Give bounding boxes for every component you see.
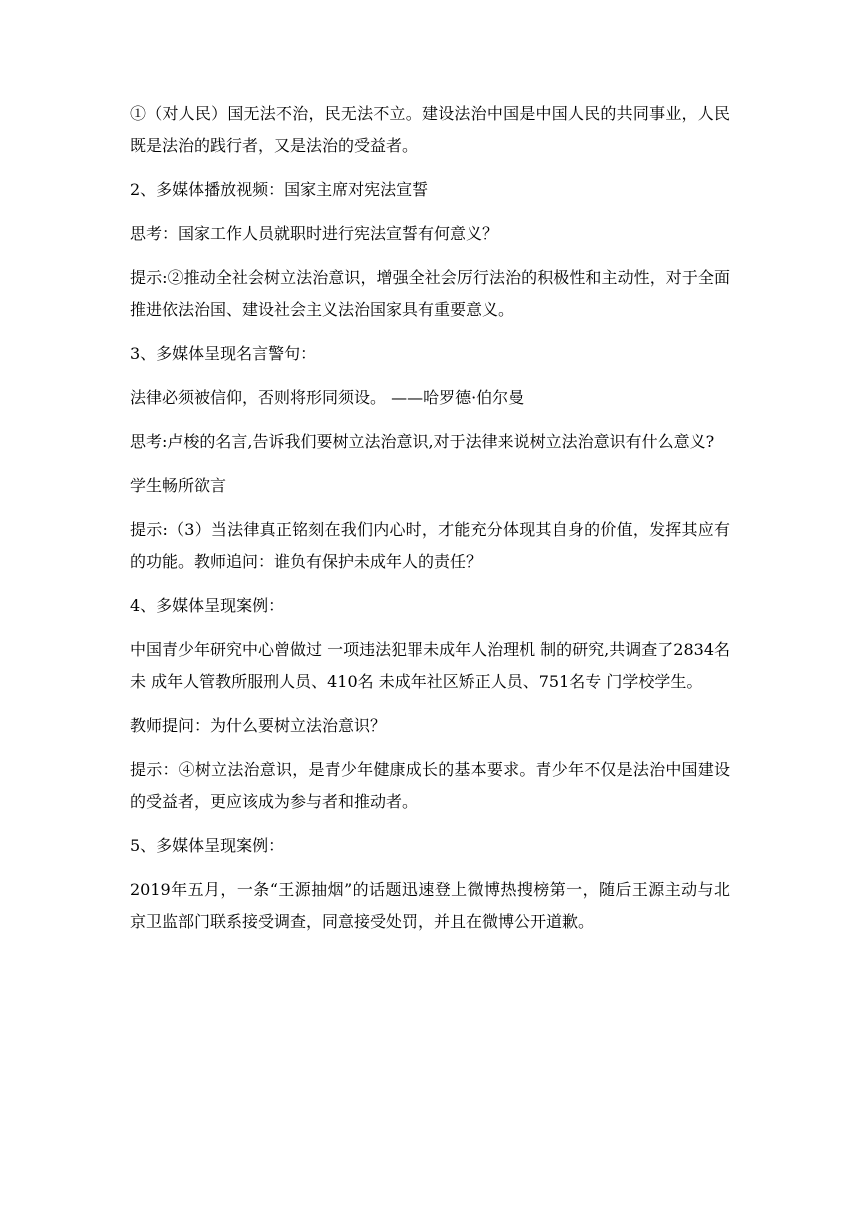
- paragraph-14: 5、多媒体呈现案例：: [130, 836, 285, 855]
- paragraph-5: 3、多媒体呈现名言警句：: [130, 344, 317, 363]
- paragraph-10: 4、多媒体呈现案例：: [130, 596, 285, 615]
- document-page: [130, 98, 730, 950]
- paragraph-13: 提示：④树立法治意识，是青少年健康成长的基本要求。青少年不仅是法治中国建设的受益者，更应该成为参与者和推动者。: [130, 760, 730, 811]
- paragraph-3: 思考：国家工作人员就职时进行宪法宣誓有何意义？: [130, 224, 499, 243]
- paragraph-2: 2、多媒体播放视频：国家主席对宪法宣誓: [130, 180, 429, 199]
- paragraph-8: 学生畅所欲言: [130, 476, 227, 495]
- paragraph-6: 法律必须被信仰，否则将形同须设。 ——哈罗德·伯尔曼: [130, 388, 525, 407]
- paragraph-11: 中国青少年研究中心曾做过 一项违法犯罪未成年人治理机 制的研究,共调查了2834名未 成年人管教所服刑人员、410名 未成年社区矫正人员、751名专 门学校学生。: [130, 640, 730, 691]
- paragraph-4: 提示:②推动全社会树立法治意识，增强全社会厉行法治的积极性和主动性，对于全面推进依法治国、建设社会主义法治国家具有重要意义。: [130, 268, 730, 319]
- paragraph-12: 教师提问：为什么要树立法治意识？: [130, 716, 387, 735]
- paragraph-1: ①（对人民）国无法不治，民无法不立。建设法治中国是中国人民的共同事业，人民既是法治的践行者，又是法治的受益者。: [130, 104, 730, 155]
- paragraph-9: 提示:（3）当法律真正铭刻在我们内心时，才能充分体现其自身的价值，发挥其应有的功能。教师追问：谁负有保护未成年人的责任？: [130, 520, 730, 571]
- paragraph-15: 2019年五月，一条“王源抽烟”的话题迅速登上微博热搜榜第一，随后王源主动与北京卫监部门联系接受调查，同意接受处罚，并且在微博公开道歉。: [130, 880, 730, 931]
- paragraph-7: 思考:卢梭的名言,告诉我们要树立法治意识,对于法律来说树立法治意识有什么意义?: [130, 432, 715, 451]
